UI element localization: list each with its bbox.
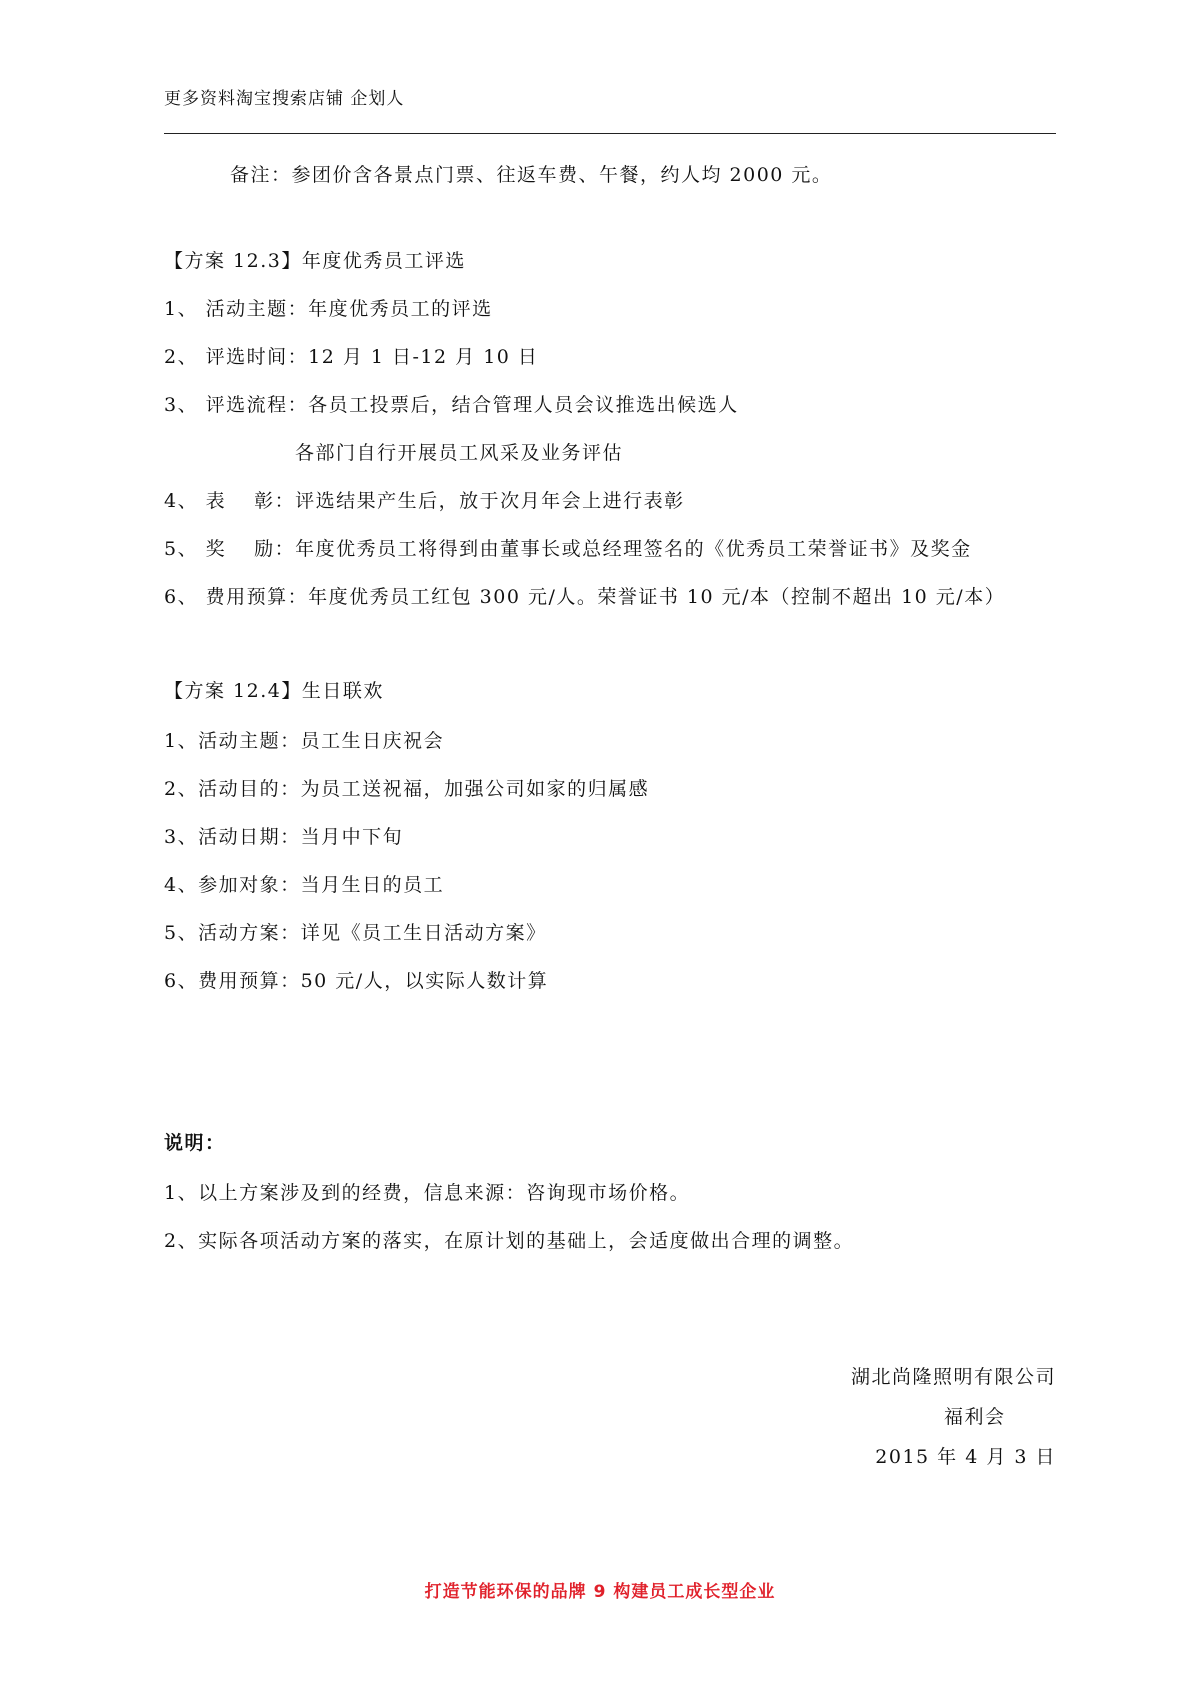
plan-12-4-item-1: 1、活动主题：员工生日庆祝会 bbox=[164, 730, 445, 752]
plan-12-3-item-3: 3、 评选流程：各员工投票后，结合管理人员会议推选出候选人 bbox=[164, 394, 739, 416]
plan-12-3-item-1: 1、 活动主题：年度优秀员工的评选 bbox=[164, 298, 493, 320]
plan-12-4-item-3: 3、活动日期：当月中下旬 bbox=[164, 826, 404, 848]
plan-12-3-title: 【方案 12.3】年度优秀员工评选 bbox=[164, 250, 466, 272]
page-header: 更多资料淘宝搜索店铺 企划人 bbox=[164, 89, 405, 109]
plan-12-3-item-2: 2、 评选时间：12 月 1 日-12 月 10 日 bbox=[164, 346, 539, 368]
plan-12-4-item-5: 5、活动方案：详见《员工生日活动方案》 bbox=[164, 922, 547, 944]
plan-12-4-item-6: 6、费用预算：50 元/人，以实际人数计算 bbox=[164, 970, 549, 992]
plan-12-3-item-3-cont: 各部门自行开展员工风采及业务评估 bbox=[295, 442, 624, 464]
plan-12-3-item-4: 4、 表 彰：评选结果产生后，放于次月年会上进行表彰 bbox=[164, 490, 685, 512]
page-footer: 打造节能环保的品牌 9 构建员工成长型企业 bbox=[424, 1582, 776, 1602]
explanation-item-1: 1、以上方案涉及到的经费，信息来源：咨询现市场价格。 bbox=[164, 1182, 691, 1204]
signature-dept: 福利会 bbox=[944, 1406, 1006, 1428]
signature-company: 湖北尚隆照明有限公司 bbox=[850, 1366, 1056, 1388]
plan-12-3-item-5: 5、 奖 励：年度优秀员工将得到由董事长或总经理签名的《优秀员工荣誉证书》及奖金 bbox=[164, 538, 972, 560]
note-text: 备注：参团价含各景点门票、往返车费、午餐，约人均 2000 元。 bbox=[230, 164, 833, 186]
explanation-item-2: 2、实际各项活动方案的落实，在原计划的基础上，会适度做出合理的调整。 bbox=[164, 1230, 855, 1252]
plan-12-4-item-2: 2、活动目的：为员工送祝福，加强公司如家的归属感 bbox=[164, 778, 650, 800]
explanation-title: 说明： bbox=[164, 1132, 226, 1154]
signature-date: 2015 年 4 月 3 日 bbox=[875, 1446, 1056, 1468]
plan-12-3-item-6: 6、 费用预算：年度优秀员工红包 300 元/人。荣誉证书 10 元/本（控制不超出 10 元/本） bbox=[164, 586, 1006, 608]
plan-12-4-title: 【方案 12.4】生日联欢 bbox=[164, 680, 384, 702]
plan-12-4-item-4: 4、参加对象：当月生日的员工 bbox=[164, 874, 445, 896]
header-divider bbox=[164, 133, 1056, 134]
